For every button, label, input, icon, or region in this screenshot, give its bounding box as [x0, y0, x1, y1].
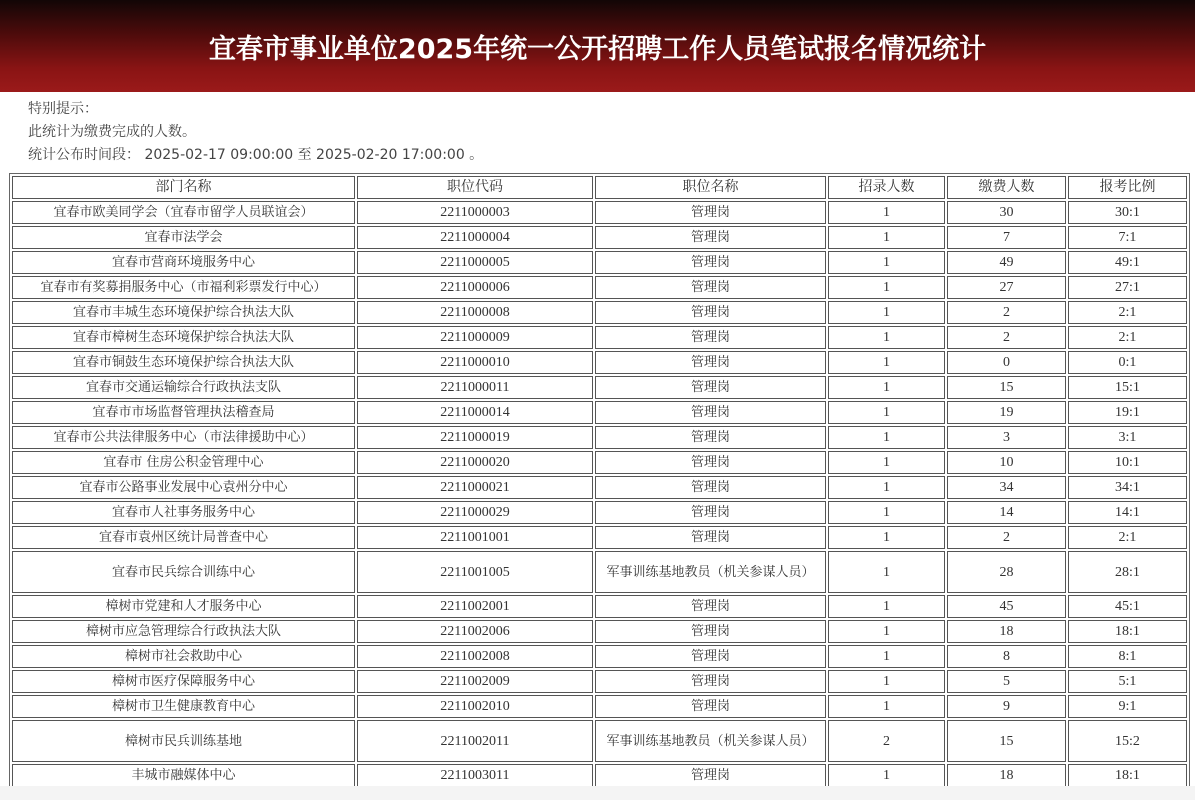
cell-department: 宜春市有奖募捐服务中心（市福利彩票发行中心） — [12, 276, 355, 299]
cell-position-code: 2211000006 — [357, 276, 593, 299]
cell-position-name: 管理岗 — [595, 351, 826, 374]
cell-ratio: 10:1 — [1068, 451, 1187, 474]
header-paid-count: 缴费人数 — [947, 176, 1066, 199]
table-row — [12, 301, 1187, 324]
table-row — [12, 595, 1187, 618]
cell-hiring-count: 1 — [828, 301, 945, 324]
table-row — [12, 251, 1187, 274]
cell-position-code: 2211002008 — [357, 645, 593, 668]
cell-position-code: 2211000011 — [357, 376, 593, 399]
cell-hiring-count: 1 — [828, 376, 945, 399]
cell-ratio: 7:1 — [1068, 226, 1187, 249]
stats-table-container — [9, 173, 1187, 786]
cell-paid-count: 19 — [947, 401, 1066, 424]
cell-hiring-count: 1 — [828, 551, 945, 593]
cell-department: 宜春市铜鼓生态环境保护综合执法大队 — [12, 351, 355, 374]
cell-department: 樟树市党建和人才服务中心 — [12, 595, 355, 618]
cell-position-code: 2211000020 — [357, 451, 593, 474]
cell-paid-count: 14 — [947, 501, 1066, 524]
cell-ratio: 9:1 — [1068, 695, 1187, 718]
cell-department: 樟树市民兵训练基地 — [12, 720, 355, 762]
cell-ratio: 2:1 — [1068, 301, 1187, 324]
table-row — [12, 670, 1187, 693]
cell-position-name: 管理岗 — [595, 451, 826, 474]
cell-hiring-count: 1 — [828, 201, 945, 224]
notice — [28, 98, 483, 167]
cell-position-code: 2211001005 — [357, 551, 593, 593]
cell-hiring-count: 1 — [828, 595, 945, 618]
cell-department: 樟树市卫生健康教育中心 — [12, 695, 355, 718]
cell-paid-count: 2 — [947, 301, 1066, 324]
cell-hiring-count: 1 — [828, 226, 945, 249]
cell-paid-count: 2 — [947, 526, 1066, 549]
cell-ratio: 5:1 — [1068, 670, 1187, 693]
cell-hiring-count: 1 — [828, 501, 945, 524]
cell-position-code: 2211001001 — [357, 526, 593, 549]
cell-department: 宜春市袁州区统计局普查中心 — [12, 526, 355, 549]
header-ratio: 报考比例 — [1068, 176, 1187, 199]
cell-ratio: 34:1 — [1068, 476, 1187, 499]
cell-department: 樟树市社会救助中心 — [12, 645, 355, 668]
table-row — [12, 720, 1187, 762]
header-position-name: 职位名称 — [595, 176, 826, 199]
cell-hiring-count: 1 — [828, 351, 945, 374]
cell-position-code: 2211000005 — [357, 251, 593, 274]
cell-ratio: 3:1 — [1068, 426, 1187, 449]
page-body — [0, 92, 1195, 786]
cell-position-code: 2211000019 — [357, 426, 593, 449]
cell-paid-count: 5 — [947, 670, 1066, 693]
cell-ratio: 2:1 — [1068, 526, 1187, 549]
cell-department: 宜春市交通运输综合行政执法支队 — [12, 376, 355, 399]
cell-ratio: 15:2 — [1068, 720, 1187, 762]
cell-position-name: 管理岗 — [595, 201, 826, 224]
cell-position-name: 管理岗 — [595, 645, 826, 668]
cell-hiring-count: 1 — [828, 401, 945, 424]
cell-department: 宜春市丰城生态环境保护综合执法大队 — [12, 301, 355, 324]
page-header — [0, 0, 1195, 92]
table-row — [12, 620, 1187, 643]
page-title: 宜春市事业单位2025年统一公开招聘工作人员笔试报名情况统计 — [208, 33, 987, 65]
cell-department: 宜春市人社事务服务中心 — [12, 501, 355, 524]
cell-ratio: 30:1 — [1068, 201, 1187, 224]
cell-position-name: 军事训练基地教员（机关参谋人员） — [595, 551, 826, 593]
cell-hiring-count: 1 — [828, 620, 945, 643]
table-row — [12, 401, 1187, 424]
table-row — [12, 326, 1187, 349]
cell-position-name: 管理岗 — [595, 401, 826, 424]
cell-hiring-count: 1 — [828, 670, 945, 693]
cell-department: 宜春市营商环境服务中心 — [12, 251, 355, 274]
cell-position-name: 管理岗 — [595, 276, 826, 299]
cell-position-code: 2211002006 — [357, 620, 593, 643]
cell-hiring-count: 1 — [828, 276, 945, 299]
cell-hiring-count: 2 — [828, 720, 945, 762]
cell-position-name: 管理岗 — [595, 695, 826, 718]
cell-position-name: 管理岗 — [595, 764, 826, 786]
table-row — [12, 501, 1187, 524]
table-row — [12, 276, 1187, 299]
cell-department: 丰城市融媒体中心 — [12, 764, 355, 786]
cell-position-name: 管理岗 — [595, 251, 826, 274]
cell-paid-count: 45 — [947, 595, 1066, 618]
table-row — [12, 526, 1187, 549]
cell-position-name: 管理岗 — [595, 426, 826, 449]
cell-department: 宜春市公共法律服务中心（市法律援助中心） — [12, 426, 355, 449]
cell-paid-count: 15 — [947, 720, 1066, 762]
cell-paid-count: 49 — [947, 251, 1066, 274]
cell-paid-count: 3 — [947, 426, 1066, 449]
table-row — [12, 201, 1187, 224]
table-row — [12, 426, 1187, 449]
cell-department: 宜春市 住房公积金管理中心 — [12, 451, 355, 474]
cell-department: 宜春市法学会 — [12, 226, 355, 249]
cell-position-name: 管理岗 — [595, 326, 826, 349]
cell-position-name: 管理岗 — [595, 226, 826, 249]
cell-ratio: 19:1 — [1068, 401, 1187, 424]
table-row — [12, 226, 1187, 249]
cell-ratio: 27:1 — [1068, 276, 1187, 299]
cell-hiring-count: 1 — [828, 326, 945, 349]
stats-table — [9, 173, 1190, 786]
cell-position-code: 2211000003 — [357, 201, 593, 224]
cell-position-code: 2211002009 — [357, 670, 593, 693]
cell-position-name: 管理岗 — [595, 301, 826, 324]
cell-ratio: 18:1 — [1068, 764, 1187, 786]
cell-ratio: 0:1 — [1068, 351, 1187, 374]
cell-ratio: 8:1 — [1068, 645, 1187, 668]
cell-ratio: 14:1 — [1068, 501, 1187, 524]
cell-ratio: 28:1 — [1068, 551, 1187, 593]
cell-department: 樟树市医疗保障服务中心 — [12, 670, 355, 693]
cell-hiring-count: 1 — [828, 645, 945, 668]
table-row — [12, 551, 1187, 593]
cell-position-code: 2211002001 — [357, 595, 593, 618]
cell-paid-count: 27 — [947, 276, 1066, 299]
cell-position-code: 2211000021 — [357, 476, 593, 499]
cell-paid-count: 15 — [947, 376, 1066, 399]
cell-hiring-count: 1 — [828, 251, 945, 274]
cell-position-code: 2211000014 — [357, 401, 593, 424]
cell-paid-count: 7 — [947, 226, 1066, 249]
cell-ratio: 49:1 — [1068, 251, 1187, 274]
cell-department: 樟树市应急管理综合行政执法大队 — [12, 620, 355, 643]
cell-position-code: 2211000029 — [357, 501, 593, 524]
cell-position-name: 管理岗 — [595, 476, 826, 499]
cell-department: 宜春市市场监督管理执法稽查局 — [12, 401, 355, 424]
cell-position-name: 管理岗 — [595, 595, 826, 618]
cell-ratio: 2:1 — [1068, 326, 1187, 349]
cell-position-code: 2211000010 — [357, 351, 593, 374]
cell-hiring-count: 1 — [828, 695, 945, 718]
cell-paid-count: 9 — [947, 695, 1066, 718]
header-position-code: 职位代码 — [357, 176, 593, 199]
table-row — [12, 764, 1187, 786]
cell-position-code: 2211000008 — [357, 301, 593, 324]
cell-department: 宜春市樟树生态环境保护综合执法大队 — [12, 326, 355, 349]
cell-position-code: 2211003011 — [357, 764, 593, 786]
cell-hiring-count: 1 — [828, 426, 945, 449]
cell-paid-count: 0 — [947, 351, 1066, 374]
cell-ratio: 15:1 — [1068, 376, 1187, 399]
cell-position-code: 2211002011 — [357, 720, 593, 762]
cell-position-name: 管理岗 — [595, 620, 826, 643]
table-row — [12, 645, 1187, 668]
header-department: 部门名称 — [12, 176, 355, 199]
cell-position-name: 管理岗 — [595, 501, 826, 524]
cell-position-code: 2211000009 — [357, 326, 593, 349]
cell-position-name: 管理岗 — [595, 376, 826, 399]
table-row — [12, 451, 1187, 474]
table-header-row — [12, 176, 1187, 199]
table-row — [12, 351, 1187, 374]
table-row — [12, 695, 1187, 718]
notice-heading: 特别提示： — [28, 101, 98, 117]
cell-paid-count: 10 — [947, 451, 1066, 474]
cell-ratio: 18:1 — [1068, 620, 1187, 643]
cell-ratio: 45:1 — [1068, 595, 1187, 618]
cell-position-name: 军事训练基地教员（机关参谋人员） — [595, 720, 826, 762]
cell-department: 宜春市公路事业发展中心袁州分中心 — [12, 476, 355, 499]
cell-department: 宜春市民兵综合训练中心 — [12, 551, 355, 593]
cell-hiring-count: 1 — [828, 476, 945, 499]
cell-paid-count: 2 — [947, 326, 1066, 349]
cell-hiring-count: 1 — [828, 764, 945, 786]
header-hiring-count: 招录人数 — [828, 176, 945, 199]
cell-department: 宜春市欧美同学会（宜春市留学人员联谊会） — [12, 201, 355, 224]
cell-paid-count: 34 — [947, 476, 1066, 499]
cell-paid-count: 18 — [947, 764, 1066, 786]
table-row — [12, 376, 1187, 399]
cell-paid-count: 8 — [947, 645, 1066, 668]
notice-line: 此统计为缴费完成的人数。 — [28, 124, 196, 140]
cell-paid-count: 30 — [947, 201, 1066, 224]
cell-paid-count: 28 — [947, 551, 1066, 593]
cell-position-name: 管理岗 — [595, 526, 826, 549]
cell-position-name: 管理岗 — [595, 670, 826, 693]
cell-paid-count: 18 — [947, 620, 1066, 643]
cell-position-code: 2211000004 — [357, 226, 593, 249]
cell-hiring-count: 1 — [828, 451, 945, 474]
cell-hiring-count: 1 — [828, 526, 945, 549]
cell-position-code: 2211002010 — [357, 695, 593, 718]
notice-period: 统计公布时间段： 2025-02-17 09:00:00 至 2025-02-20 17:00:00 。 — [28, 147, 484, 163]
table-row — [12, 476, 1187, 499]
